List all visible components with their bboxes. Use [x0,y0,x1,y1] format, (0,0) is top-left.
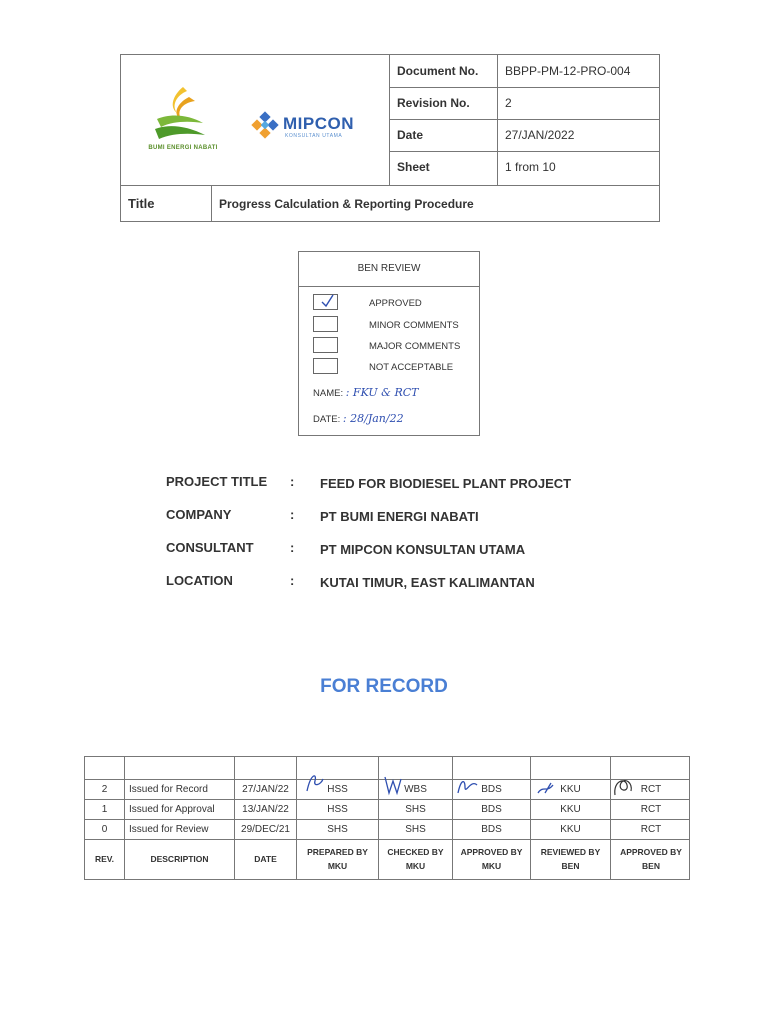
signature-prepared [303,771,327,795]
info-label: LOCATION [166,573,233,588]
info-row-company [166,507,646,540]
meta-value: 1 from 10 [505,160,556,174]
stamp-name-field [313,386,419,399]
description-cell: Issued for Review [125,819,235,839]
for-record-banner: FOR RECORD [320,676,448,697]
info-colon: : [290,474,295,489]
option-label: MAJOR COMMENTS [369,341,461,352]
title-row [121,185,659,221]
rev-cell: 1 [85,799,125,819]
meta-label: Date [397,128,424,142]
info-colon: : [290,573,295,588]
document-header [120,54,660,222]
reviewed-by-cell: KKU [531,819,611,839]
info-label: CONSULTANT [166,540,254,555]
info-colon: : [290,507,295,522]
meta-row-document-no [389,55,659,88]
table-row [85,799,689,820]
approved-by-mku-cell: BDS [453,819,531,839]
project-info [166,474,646,606]
column-header: APPROVED BY MKU [453,839,531,879]
checkbox[interactable] [313,358,338,374]
signature-checked [381,773,405,797]
column-header: PREPARED BY MKU [297,839,379,879]
date-label: DATE: [313,414,341,425]
table-header-row [85,839,689,880]
approved-by-ben-cell: RCT [640,823,662,835]
option-label: MINOR COMMENTS [369,320,459,331]
ben-review-stamp [298,251,480,436]
info-value: PT BUMI ENERGI NABATI [320,509,479,524]
revision-table [84,756,690,880]
info-value: PT MIPCON KONSULTAN UTAMA [320,542,526,557]
meta-row-revision-no [389,87,659,120]
logo-area [121,55,390,185]
name-handwritten: : FKU & RCT [345,386,419,399]
signature-approved-mku [455,775,479,799]
column-header: REVIEWED BY BEN [531,839,611,879]
signature-reviewed [535,779,559,803]
ben-leaf-logo [143,83,215,153]
info-label: PROJECT TITLE [166,474,268,489]
info-row-consultant [166,540,646,573]
signature-approved-ben [611,775,635,799]
info-row-project-title [166,474,646,507]
meta-value: 2 [505,96,512,110]
title-label: Title [128,196,155,211]
document-meta [389,55,659,185]
checked-by-cell: SHS [379,819,453,839]
date-cell: 27/JAN/22 [235,779,297,799]
info-label: COMPANY [166,507,232,522]
meta-label: Document No. [397,64,479,78]
option-label: APPROVED [369,298,422,309]
column-header: DESCRIPTION [125,839,235,879]
mipcon-logo-icon [249,111,283,143]
meta-row-date [389,119,659,152]
checkbox[interactable] [313,294,338,310]
column-header: DATE [235,839,297,879]
info-colon: : [290,540,295,555]
approved-by-ben-cell: RCT [640,803,662,815]
prepared-by-cell: SHS [297,819,379,839]
stamp-heading: BEN REVIEW [299,252,479,287]
ben-logo-text: BUMI ENERGI NABATI [148,145,218,151]
date-cell: 29/DEC/21 [235,819,297,839]
name-label: NAME: [313,388,344,399]
approved-by-ben-cell: RCT [640,783,662,795]
description-cell: Issued for Record [125,779,235,799]
stamp-date-field [313,412,404,425]
checked-by-cell: SHS [379,799,453,819]
date-cell: 13/JAN/22 [235,799,297,819]
checkbox[interactable] [313,316,338,332]
meta-label: Sheet [397,160,430,174]
date-handwritten: : 28/Jan/22 [342,412,404,425]
table-row [85,819,689,840]
meta-value: 27/JAN/2022 [505,128,575,142]
mipcon-logo-subtext: KONSULTAN UTAMA [285,133,343,139]
reviewed-by-cell: KKU [531,799,611,819]
checked-by-cell: WBS [379,779,453,799]
reviewed-by-cell: KKU [531,779,611,799]
meta-row-sheet [389,151,659,185]
rev-cell: 2 [85,779,125,799]
info-row-location [166,573,646,606]
check-icon [320,293,334,309]
meta-label: Revision No. [397,96,470,110]
approved-by-mku-cell: BDS [453,799,531,819]
info-value: FEED FOR BIODIESEL PLANT PROJECT [320,476,572,491]
meta-value: BBPP-PM-12-PRO-004 [505,64,631,78]
document-title: Progress Calculation & Reporting Procedure [219,197,474,211]
column-header: APPROVED BY BEN [620,847,682,871]
checkbox[interactable] [313,337,338,353]
option-label: NOT ACCEPTABLE [369,362,454,373]
prepared-by-cell: HSS [297,779,379,799]
rev-cell: 0 [85,819,125,839]
column-header: CHECKED BY MKU [379,839,453,879]
description-cell: Issued for Approval [125,799,235,819]
approved-by-mku-cell: BDS [453,779,531,799]
info-value: KUTAI TIMUR, EAST KALIMANTAN [320,575,535,590]
mipcon-logo-text: MIPCON [283,114,354,133]
prepared-by-cell: HSS [297,799,379,819]
column-header: REV. [85,839,125,879]
